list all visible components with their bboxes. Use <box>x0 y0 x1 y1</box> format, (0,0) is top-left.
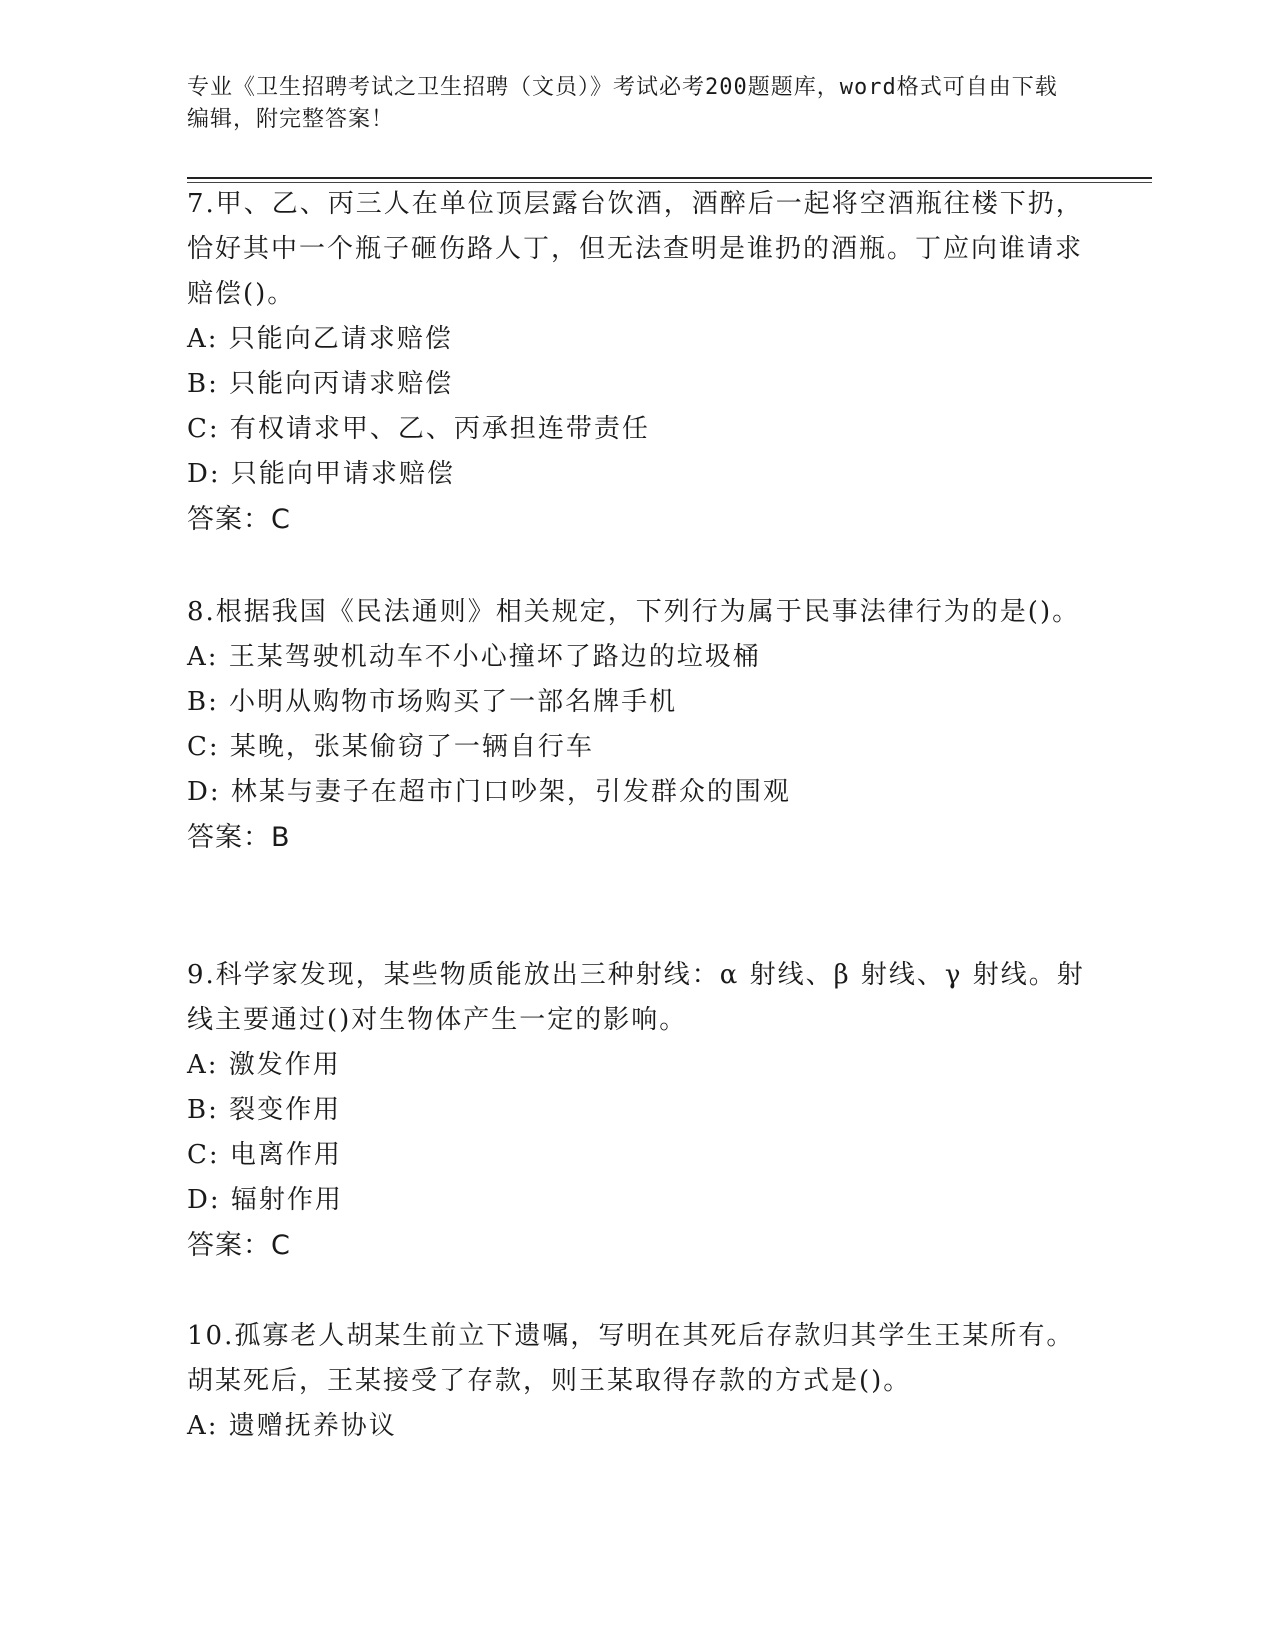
option-c: C: 有权请求甲、乙、丙承担连带责任 <box>187 414 650 444</box>
option-b: B: 裂变作用 <box>187 1095 342 1125</box>
question-7 <box>187 182 1087 542</box>
option-a: A: 只能向乙请求赔偿 <box>187 324 453 354</box>
header-rule-thick <box>187 177 1152 179</box>
question-text: 8.根据我国《民法通则》相关规定，下列行为属于民事法律行为的是()。 <box>187 597 1081 627</box>
answer: 答案：C <box>187 1230 291 1261</box>
question-text: 10.孤寡老人胡某生前立下遗嘱，写明在其死后存款归其学生王某所有。胡某死后，王某接受了存款，则王某取得存款的方式是()。 <box>187 1321 1075 1396</box>
answer: 答案：B <box>187 822 291 853</box>
option-b: B: 只能向丙请求赔偿 <box>187 369 454 399</box>
option-a: A: 王某驾驶机动车不小心撞坏了路边的垃圾桶 <box>187 642 761 672</box>
option-a: A: 激发作用 <box>187 1050 341 1080</box>
document-header: 专业《卫生招聘考试之卫生招聘（文员）》考试必考200题题库，word格式可自由下载编辑，附完整答案！ <box>187 75 1058 132</box>
option-c: C: 某晚，张某偷窃了一辆自行车 <box>187 732 594 762</box>
option-d: D: 辐射作用 <box>187 1185 343 1215</box>
option-c: C: 电离作用 <box>187 1140 342 1170</box>
question-8 <box>187 590 1087 860</box>
question-9 <box>187 953 1087 1268</box>
option-b: B: 小明从购物市场购买了一部名牌手机 <box>187 687 678 717</box>
question-text: 7.甲、乙、丙三人在单位顶层露台饮酒，酒醉后一起将空酒瓶往楼下扔，恰好其中一个瓶子砸伤路人丁，但无法查明是谁扔的酒瓶。丁应向谁请求赔偿()。 <box>187 189 1084 309</box>
question-10 <box>187 1314 1087 1449</box>
option-d: D: 林某与妻子在超市门口吵架，引发群众的围观 <box>187 777 791 807</box>
answer: 答案：C <box>187 504 291 535</box>
option-a: A: 遗赠抚养协议 <box>187 1411 397 1441</box>
question-text: 9.科学家发现，某些物质能放出三种射线：α 射线、β 射线、γ 射线。射线主要通过()对生物体产生一定的影响。 <box>187 960 1085 1035</box>
option-d: D: 只能向甲请求赔偿 <box>187 459 455 489</box>
